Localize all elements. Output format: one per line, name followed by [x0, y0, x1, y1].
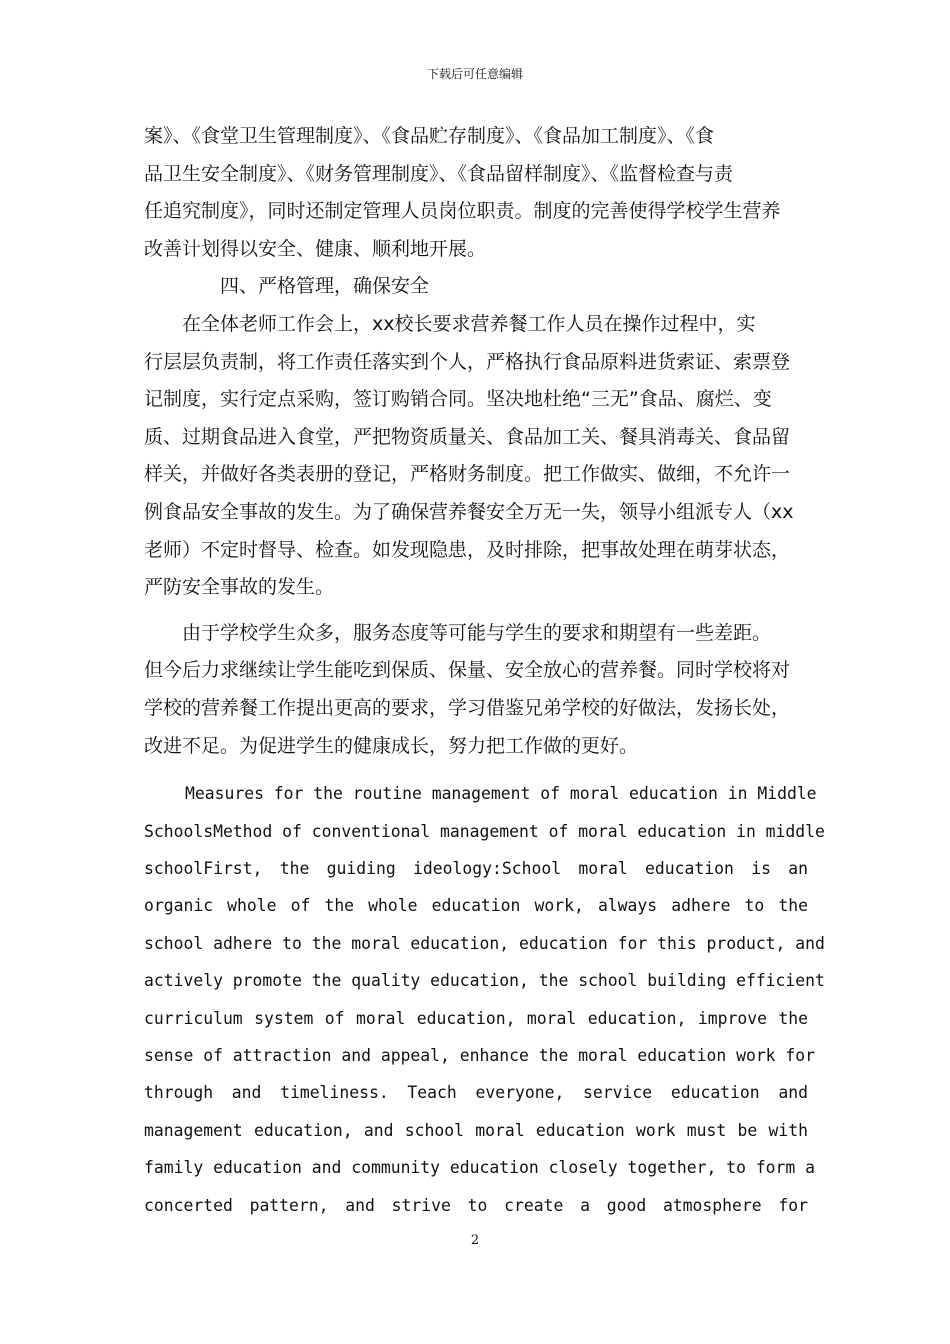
- text-line: Measures for the routine management of moral education in Middle: [185, 784, 817, 804]
- text-line: 老师）不定时督导、检查。如发现隐患，及时排除，把事故处理在萌芽状态，: [144, 538, 791, 561]
- text-line: 严防安全事故的发生。: [144, 576, 335, 599]
- english-text-block: [144, 775, 825, 1224]
- text-line: curriculum system of moral education, moral education, improve the: [144, 1008, 808, 1028]
- text-line: management education, and school moral education work must be with: [144, 1120, 808, 1140]
- text-line: family education and community education closely together, to form a: [144, 1158, 816, 1178]
- text-line: school adhere to the moral education, education for this product, and: [144, 933, 825, 953]
- text-line: concerted pattern, and strive to create a good atmosphere for: [144, 1195, 808, 1215]
- text-line: 行层层负责制，将工作责任落实到个人，严格执行食品原料进货索证、索票登: [144, 350, 791, 373]
- document-body: [144, 118, 825, 1224]
- text-line: 学校的营养餐工作提出更高的要求，学习借鉴兄弟学校的好做法，发扬长处，: [144, 696, 791, 719]
- text-line: 例食品安全事故的发生。为了确保营养餐安全万无一失，领导小组派专人（xx: [144, 500, 794, 523]
- text-line: actively promote the quality education, the school building efficient: [144, 971, 825, 991]
- text-line: 案》、《食堂卫生管理制度》、《食品贮存制度》、《食品加工制度》、《食: [144, 125, 715, 147]
- text-line: schoolFirst, the guiding ideology:School moral education is an: [144, 858, 808, 878]
- text-line: 样关，并做好各类表册的登记，严格财务制度。把工作做实、做细，不允许一: [144, 463, 791, 486]
- text-line: 改进不足。为促进学生的健康成长，努力把工作做的更好。: [144, 734, 639, 757]
- text-line: 任追究制度》，同时还制定管理人员岗位职责。制度的完善使得学校学生营养: [144, 200, 781, 223]
- section-heading: 四、严格管理，确保安全: [220, 275, 430, 298]
- text-line: 改善计划得以安全、健康、顺利地开展。: [144, 237, 487, 260]
- text-line: 品卫生安全制度》、《财务管理制度》、《食品留样制度》、《监督检查与责: [144, 162, 734, 185]
- text-line: SchoolsMethod of conventional management of moral education in middle: [144, 821, 825, 841]
- text-line: 记制度，实行定点采购，签订购销合同。坚决地杜绝“三无”食品、腐烂、变: [144, 388, 772, 411]
- page-number: 2: [470, 1233, 480, 1248]
- text-line: sense of attraction and appeal, enhance the moral education work for: [144, 1045, 816, 1065]
- text-line: through and timeliness. Teach everyone, service education and: [144, 1083, 808, 1103]
- chinese-text-block: [144, 118, 808, 765]
- page-header: 下载后可任意编辑: [426, 67, 523, 81]
- text-line: organic whole of the whole education work, always adhere to the: [144, 896, 808, 916]
- text-line: 但今后力求继续让学生能吃到保质、保量、安全放心的营养餐。同时学校将对: [144, 659, 791, 682]
- text-line: 由于学校学生众多，服务态度等可能与学生的要求和期望有一些差距。: [144, 621, 772, 644]
- text-line: 在全体老师工作会上，xx校长要求营养餐工作人员在操作过程中，实: [144, 312, 756, 335]
- text-line: 质、过期食品进入食堂，严把物资质量关、食品加工关、餐具消毒关、食品留: [144, 425, 791, 448]
